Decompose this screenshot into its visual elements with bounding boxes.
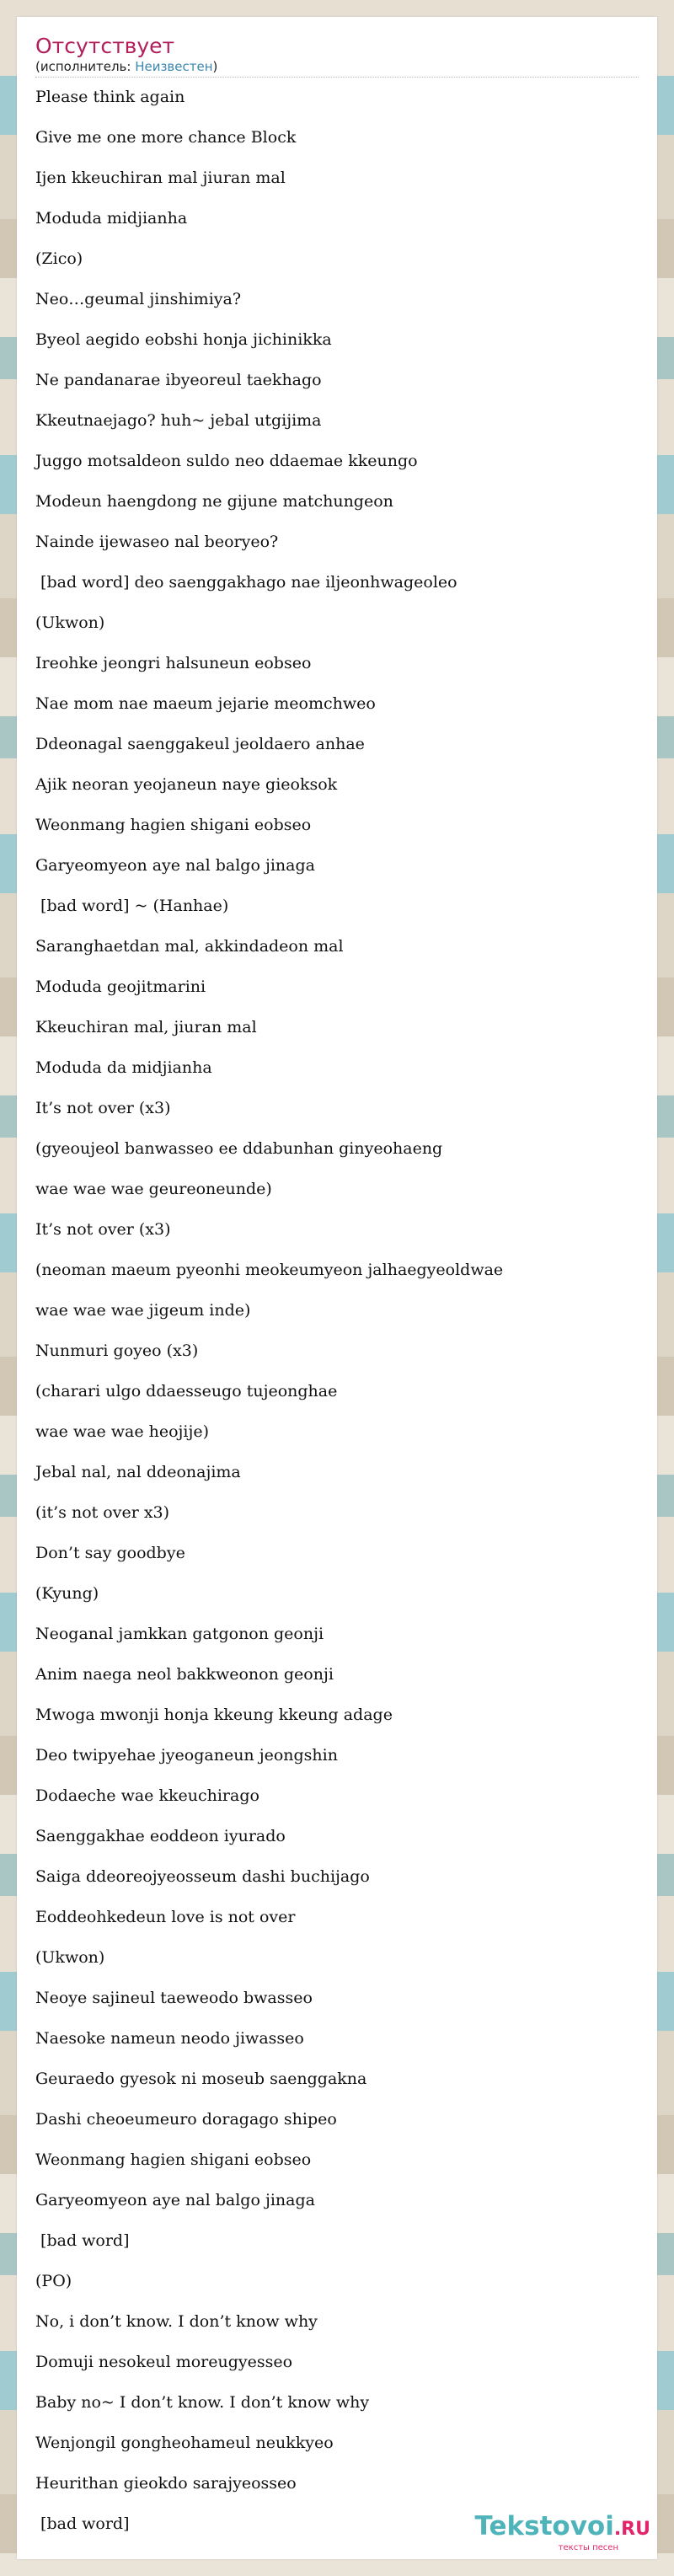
lyric-line: [bad word] bbox=[35, 2514, 130, 2533]
lyric-line: Dashi cheoeumeuro doragago shipeo bbox=[35, 2110, 337, 2129]
lyric-line: (neoman maeum pyeonhi meokeumyeon jalhaegyeoldwae bbox=[35, 1261, 504, 1279]
lyric-line: (gyeoujeol banwasseo ee ddabunhan ginyeohaeng bbox=[35, 1139, 443, 1158]
lyric-line: Moduda da midjianha bbox=[35, 1058, 212, 1077]
lyric-line: [bad word] ~ (Hanhae) bbox=[35, 897, 229, 915]
song-title: Отсутствует bbox=[35, 34, 175, 58]
lyric-line: Modeun haengdong ne gijune matchungeon bbox=[35, 492, 393, 511]
lyric-line: Ne pandanarae ibyeoreul taekhago bbox=[35, 371, 322, 389]
lyric-line: Wenjongil gongheohameul neukkyeo bbox=[35, 2434, 334, 2452]
lyric-line: Saranghaetdan mal, akkindadeon mal bbox=[35, 937, 344, 956]
lyric-line: Kkeutnaejago? huh~ jebal utgijima bbox=[35, 411, 322, 430]
lyric-line: Anim naega neol bakkweonon geonji bbox=[35, 1665, 334, 1684]
lyric-line: Domuji nesokeul moreugyesseo bbox=[35, 2353, 293, 2371]
lyric-line: It’s not over (x3) bbox=[35, 1099, 171, 1117]
lyric-line: It’s not over (x3) bbox=[35, 1220, 171, 1239]
lyric-line: Saenggakhae eoddeon iyurado bbox=[35, 1827, 286, 1845]
lyric-line: Baby no~ I don’t know. I don’t know why bbox=[35, 2393, 370, 2412]
lyric-line: Ddeonagal saenggakeul jeoldaero anhae bbox=[35, 735, 365, 753]
lyric-line: Saiga ddeoreojyeosseum dashi buchijago bbox=[35, 1867, 370, 1886]
lyric-line: Moduda geojitmarini bbox=[35, 977, 206, 996]
lyric-line: wae wae wae jigeum inde) bbox=[35, 1301, 251, 1320]
lyric-line: (Kyung) bbox=[35, 1584, 99, 1603]
song-header bbox=[35, 34, 639, 78]
lyric-line: Geuraedo gyesok ni moseub saenggakna bbox=[35, 2070, 367, 2088]
lyric-line: Nae mom nae maeum jejarie meomchweo bbox=[35, 694, 376, 713]
lyric-line: (it’s not over x3) bbox=[35, 1503, 170, 1522]
lyric-line: Nunmuri goyeo (x3) bbox=[35, 1342, 199, 1360]
lyric-line: Don’t say goodbye bbox=[35, 1544, 185, 1562]
logo-name: Tekstovoi bbox=[474, 2511, 614, 2541]
lyric-line: Nainde ijewaseo nal beoryeo? bbox=[35, 533, 279, 551]
lyric-line: wae wae wae geureoneunde) bbox=[35, 1180, 272, 1198]
artist-link[interactable]: Неизвестен bbox=[135, 59, 213, 74]
lyric-line: (charari ulgo ddaesseugo tujeonghae bbox=[35, 1382, 338, 1400]
artist-prefix: (исполнитель: bbox=[35, 59, 136, 74]
lyric-line: Byeol aegido eobshi honja jichinikka bbox=[35, 330, 332, 349]
logo-tld: .RU bbox=[613, 2519, 650, 2540]
lyrics-card bbox=[17, 17, 657, 2559]
lyric-line: Weonmang hagien shigani eobseo bbox=[35, 816, 312, 834]
lyric-line: Ireohke jeongri halsuneun eobseo bbox=[35, 654, 312, 672]
lyric-line: Naesoke nameun neodo jiwasseo bbox=[35, 2029, 304, 2048]
lyric-line: Give me one more chance Block bbox=[35, 128, 297, 147]
lyric-line: Neoye sajineul taeweodo bwasseo bbox=[35, 1989, 313, 2007]
lyric-line: Weonmang hagien shigani eobseo bbox=[35, 2150, 312, 2169]
lyric-line: Moduda midjianha bbox=[35, 209, 188, 228]
artist-line bbox=[35, 59, 639, 74]
lyric-line: Garyeomyeon aye nal balgo jinaga bbox=[35, 856, 315, 875]
lyric-line: Neoganal jamkkan gatgonon geonji bbox=[35, 1625, 324, 1643]
lyric-line: Neo…geumal jinshimiya? bbox=[35, 290, 242, 308]
lyric-line: Eoddeohkedeun love is not over bbox=[35, 1908, 296, 1926]
lyric-line: Deo twipyehae jyeoganeun jeongshin bbox=[35, 1746, 338, 1765]
lyric-line: [bad word] deo saenggakhago nae iljeonhwageoleo bbox=[35, 573, 457, 592]
lyric-line: Kkeuchiran mal, jiuran mal bbox=[35, 1018, 257, 1036]
lyric-line: (Ukwon) bbox=[35, 613, 105, 632]
lyric-line: Jebal nal, nal ddeonajima bbox=[35, 1463, 241, 1481]
lyric-line: Mwoga mwonji honja kkeung kkeung adage bbox=[35, 1706, 393, 1724]
lyric-line: wae wae wae heojije) bbox=[35, 1422, 210, 1441]
lyric-line: Ijen kkeuchiran mal jiuran mal bbox=[35, 169, 286, 187]
lyrics-list bbox=[35, 77, 639, 2544]
lyric-line: No, i don’t know. I don’t know why bbox=[35, 2312, 318, 2331]
lyric-line: Juggo motsaldeon suldo neo ddaemae kkeungo bbox=[35, 452, 418, 470]
artist-suffix: ) bbox=[212, 59, 218, 74]
logo-tagline: тексты песен bbox=[558, 2543, 618, 2552]
lyric-line: Heurithan gieokdo sarajyeosseo bbox=[35, 2474, 297, 2493]
lyric-line: [bad word] bbox=[35, 2231, 130, 2250]
lyric-line: (Ukwon) bbox=[35, 1948, 105, 1967]
lyric-line: (Zico) bbox=[35, 249, 83, 268]
lyric-line: Garyeomyeon aye nal balgo jinaga bbox=[35, 2191, 315, 2209]
lyric-line: Please think again bbox=[35, 88, 185, 106]
site-logo[interactable] bbox=[474, 2513, 650, 2552]
lyric-line: (PO) bbox=[35, 2272, 72, 2290]
lyric-line: Ajik neoran yeojaneun naye gieoksok bbox=[35, 775, 338, 794]
lyric-line: Dodaeche wae kkeuchirago bbox=[35, 1786, 259, 1805]
